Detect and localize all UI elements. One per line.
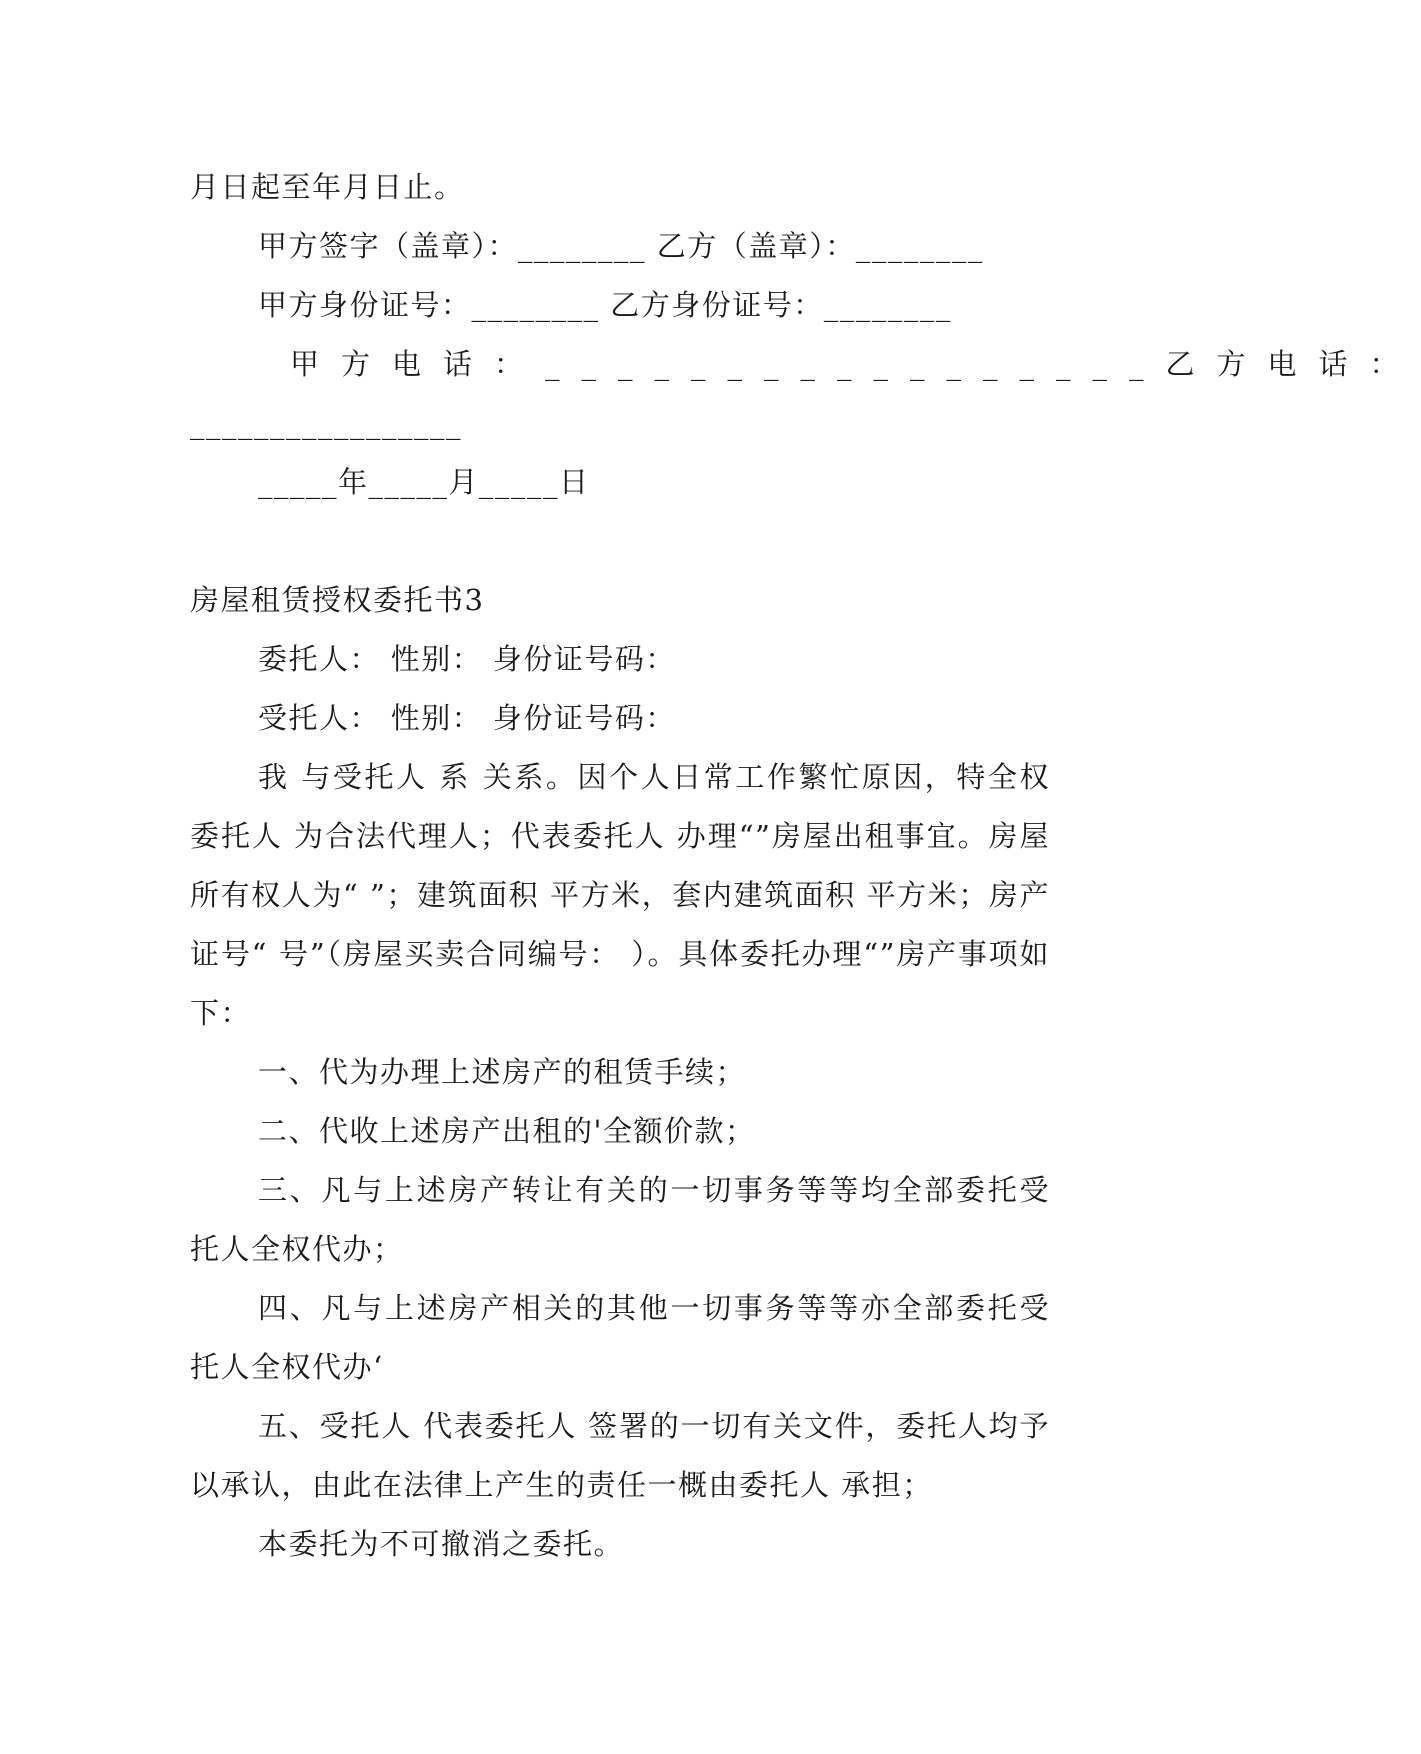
closing-paragraph: 本委托为不可撤消之委托。 [258, 1527, 625, 1561]
signature-line: 甲方签字（盖章）：________ 乙方（盖章）：________ [258, 229, 984, 263]
principal-field: 委托人： 性别： 身份证号码： [258, 642, 676, 676]
item-4: 四、凡与上述房产相关的其他一切事务等等亦全部委托受托人全权代办‘ [190, 1291, 1050, 1384]
intro-paragraph: 我 与受托人 系 关系。因个人日常工作繁忙原因，特全权委托人 为合法代理人；代表委托人 办理“”房屋出租事宜。房屋所有权人为“ ”；建筑面积 平方米，套内建筑面积 平方米；房产证号“ 号”（房屋买卖合同编号： ）。具体委托办理“”房产事项如下： [190, 760, 1050, 1030]
phone-blank-line: _________________ [190, 406, 462, 440]
item-1: 一、代为办理上述房产的租赁手续； [258, 1055, 747, 1089]
date-line: _____年_____月_____日 [258, 465, 590, 499]
item-3: 三、凡与上述房产转让有关的一切事务等等均全部委托受托人全权代办； [190, 1173, 1050, 1266]
agent-field: 受托人： 性别： 身份证号码： [258, 701, 676, 735]
section-gap [190, 512, 1050, 571]
id-number-line: 甲方身份证号：________ 乙方身份证号：________ [258, 288, 952, 322]
phone-line: 甲方电话：_________________乙方电话： [290, 347, 1421, 381]
item-5: 五、受托人 代表委托人 签署的一切有关文件，委托人均予以承认，由此在法律上产生的责任一概由委托人 承担； [190, 1409, 1050, 1502]
section-title: 房屋租赁授权委托书3 [190, 583, 485, 617]
item-2: 二、代收上述房产出租的'全额价款； [258, 1114, 756, 1148]
date-range-line: 月日起至年月日止。 [190, 170, 465, 204]
document-body [190, 158, 1421, 1574]
